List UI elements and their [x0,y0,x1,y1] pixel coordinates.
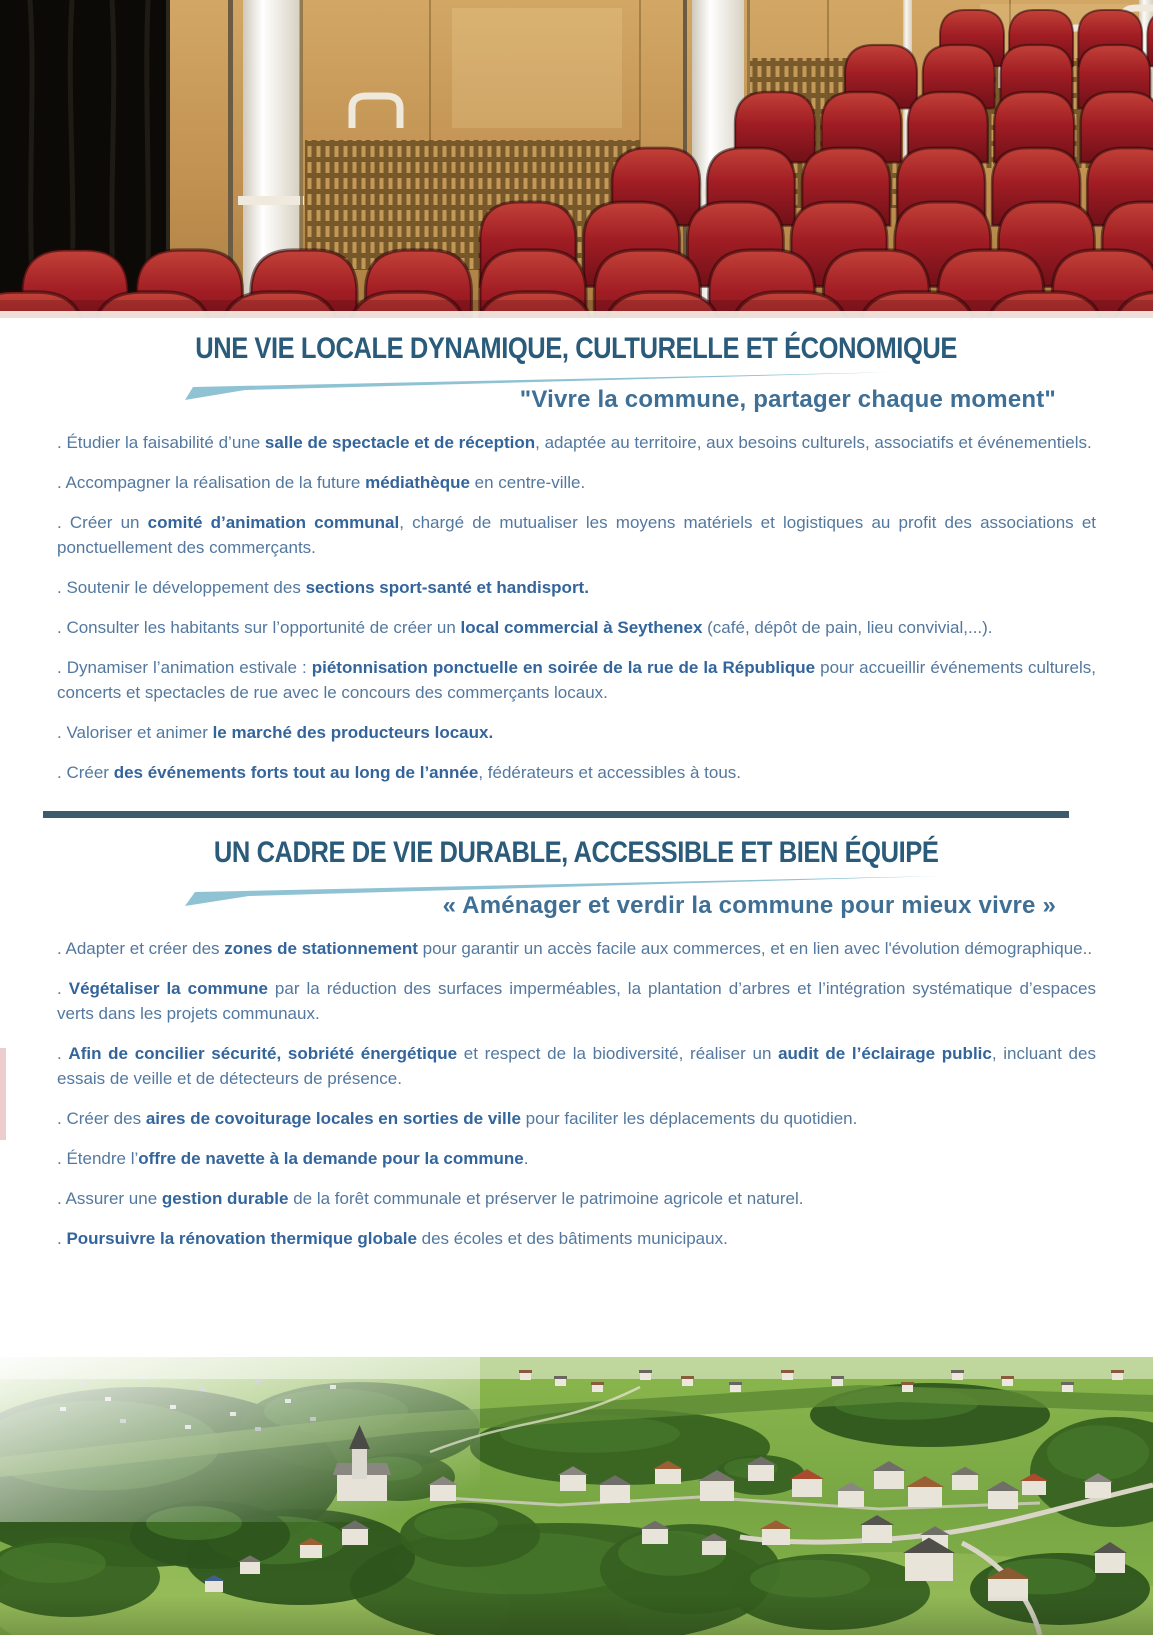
wood-grain-patch [452,8,622,128]
section-vie-locale [57,332,1096,785]
paragraph: . Adapter et créer des zones de stationnement pour garantir un accès facile aux commerces, et en lien avec l'évolution démographique.. [57,939,1093,958]
paragraph: . Poursuivre la rénovation thermique globale des écoles et des bâtiments municipaux. [57,1229,728,1248]
paragraph: . Consulter les habitants sur l’opportunité de créer un local commercial à Seythenex (café, dépôt de pain, lieu convivial,...). [57,618,993,637]
paragraph: . Créer des aires de covoiturage locales en sorties de ville pour faciliter les déplacements du quotidien. [57,1109,858,1128]
paragraph: . Étendre l’offre de navette à la demande pour la commune. [57,1149,529,1168]
content-area [0,318,1153,1357]
paragraph: . Valoriser et animer le marché des producteurs locaux. [57,723,494,742]
theater-illustration [0,0,1153,318]
left-edge-artifact [0,1048,6,1140]
village-illustration [0,1357,1153,1635]
section-title-vie-locale: UNE VIE LOCALE DYNAMIQUE, CULTURELLE ET ÉCONOMIQUE [195,332,958,365]
theater-photo [0,0,1153,318]
section-subtitle-cadre-de-vie: « Aménager et verdir la commune pour mieux vivre » [442,892,1056,919]
photo-bottom-strip [0,311,1153,318]
paragraph: . Créer un comité d’animation communal, chargé de mutualiser les moyens matériels et logistiques au profit des associations et ponctuellement des commerçants. [57,513,1096,557]
section-subtitle-vie-locale: "Vivre la commune, partager chaque moment" [519,386,1056,413]
section-title-cadre-de-vie: UN CADRE DE VIE DURABLE, ACCESSIBLE ET BIEN ÉQUIPÉ [214,836,939,869]
haze [0,1357,480,1522]
section-divider [43,811,1069,818]
paragraph: . Dynamiser l’animation estivale : piétonnisation ponctuelle en soirée de la rue de la République pour accueillir événements culturels, concerts et spectacles de rue avec le concours des commerçants locaux. [57,658,1096,702]
top-fade [0,1357,1153,1379]
paragraph: . Accompagner la réalisation de la future médiathèque en centre-ville. [57,473,586,492]
paragraph: . Soutenir le développement des sections sport-santé et handisport. [57,578,589,597]
paragraph-list-cadre-de-vie [57,936,1096,1251]
paragraph: . Assurer une gestion durable de la forêt communale et préserver le patrimoine agricole et naturel. [57,1189,804,1208]
paragraph: . Afin de concilier sécurité, sobriété énergétique et respect de la biodiversité, réaliser un audit de l’éclairage public, incluant des essais de veille et de détecteurs de présence. [57,1044,1096,1088]
paragraph-list-vie-locale [57,430,1096,785]
village-aerial-photo [0,1357,1153,1635]
paragraph: . Étudier la faisabilité d’une salle de spectacle et de réception, adaptée au territoire, aux besoins culturels, associatifs et événementiels. [57,433,1092,452]
paragraph: . Créer des événements forts tout au long de l’année, fédérateurs et accessibles à tous. [57,763,742,782]
bottom-shadow [0,1595,1153,1635]
section-cadre-de-vie [57,836,1096,1251]
paragraph: . Végétaliser la commune par la réduction des surfaces imperméables, la plantation d’arbres et l’intégration systématique d’espaces verts dans les projets communaux. [57,979,1096,1023]
